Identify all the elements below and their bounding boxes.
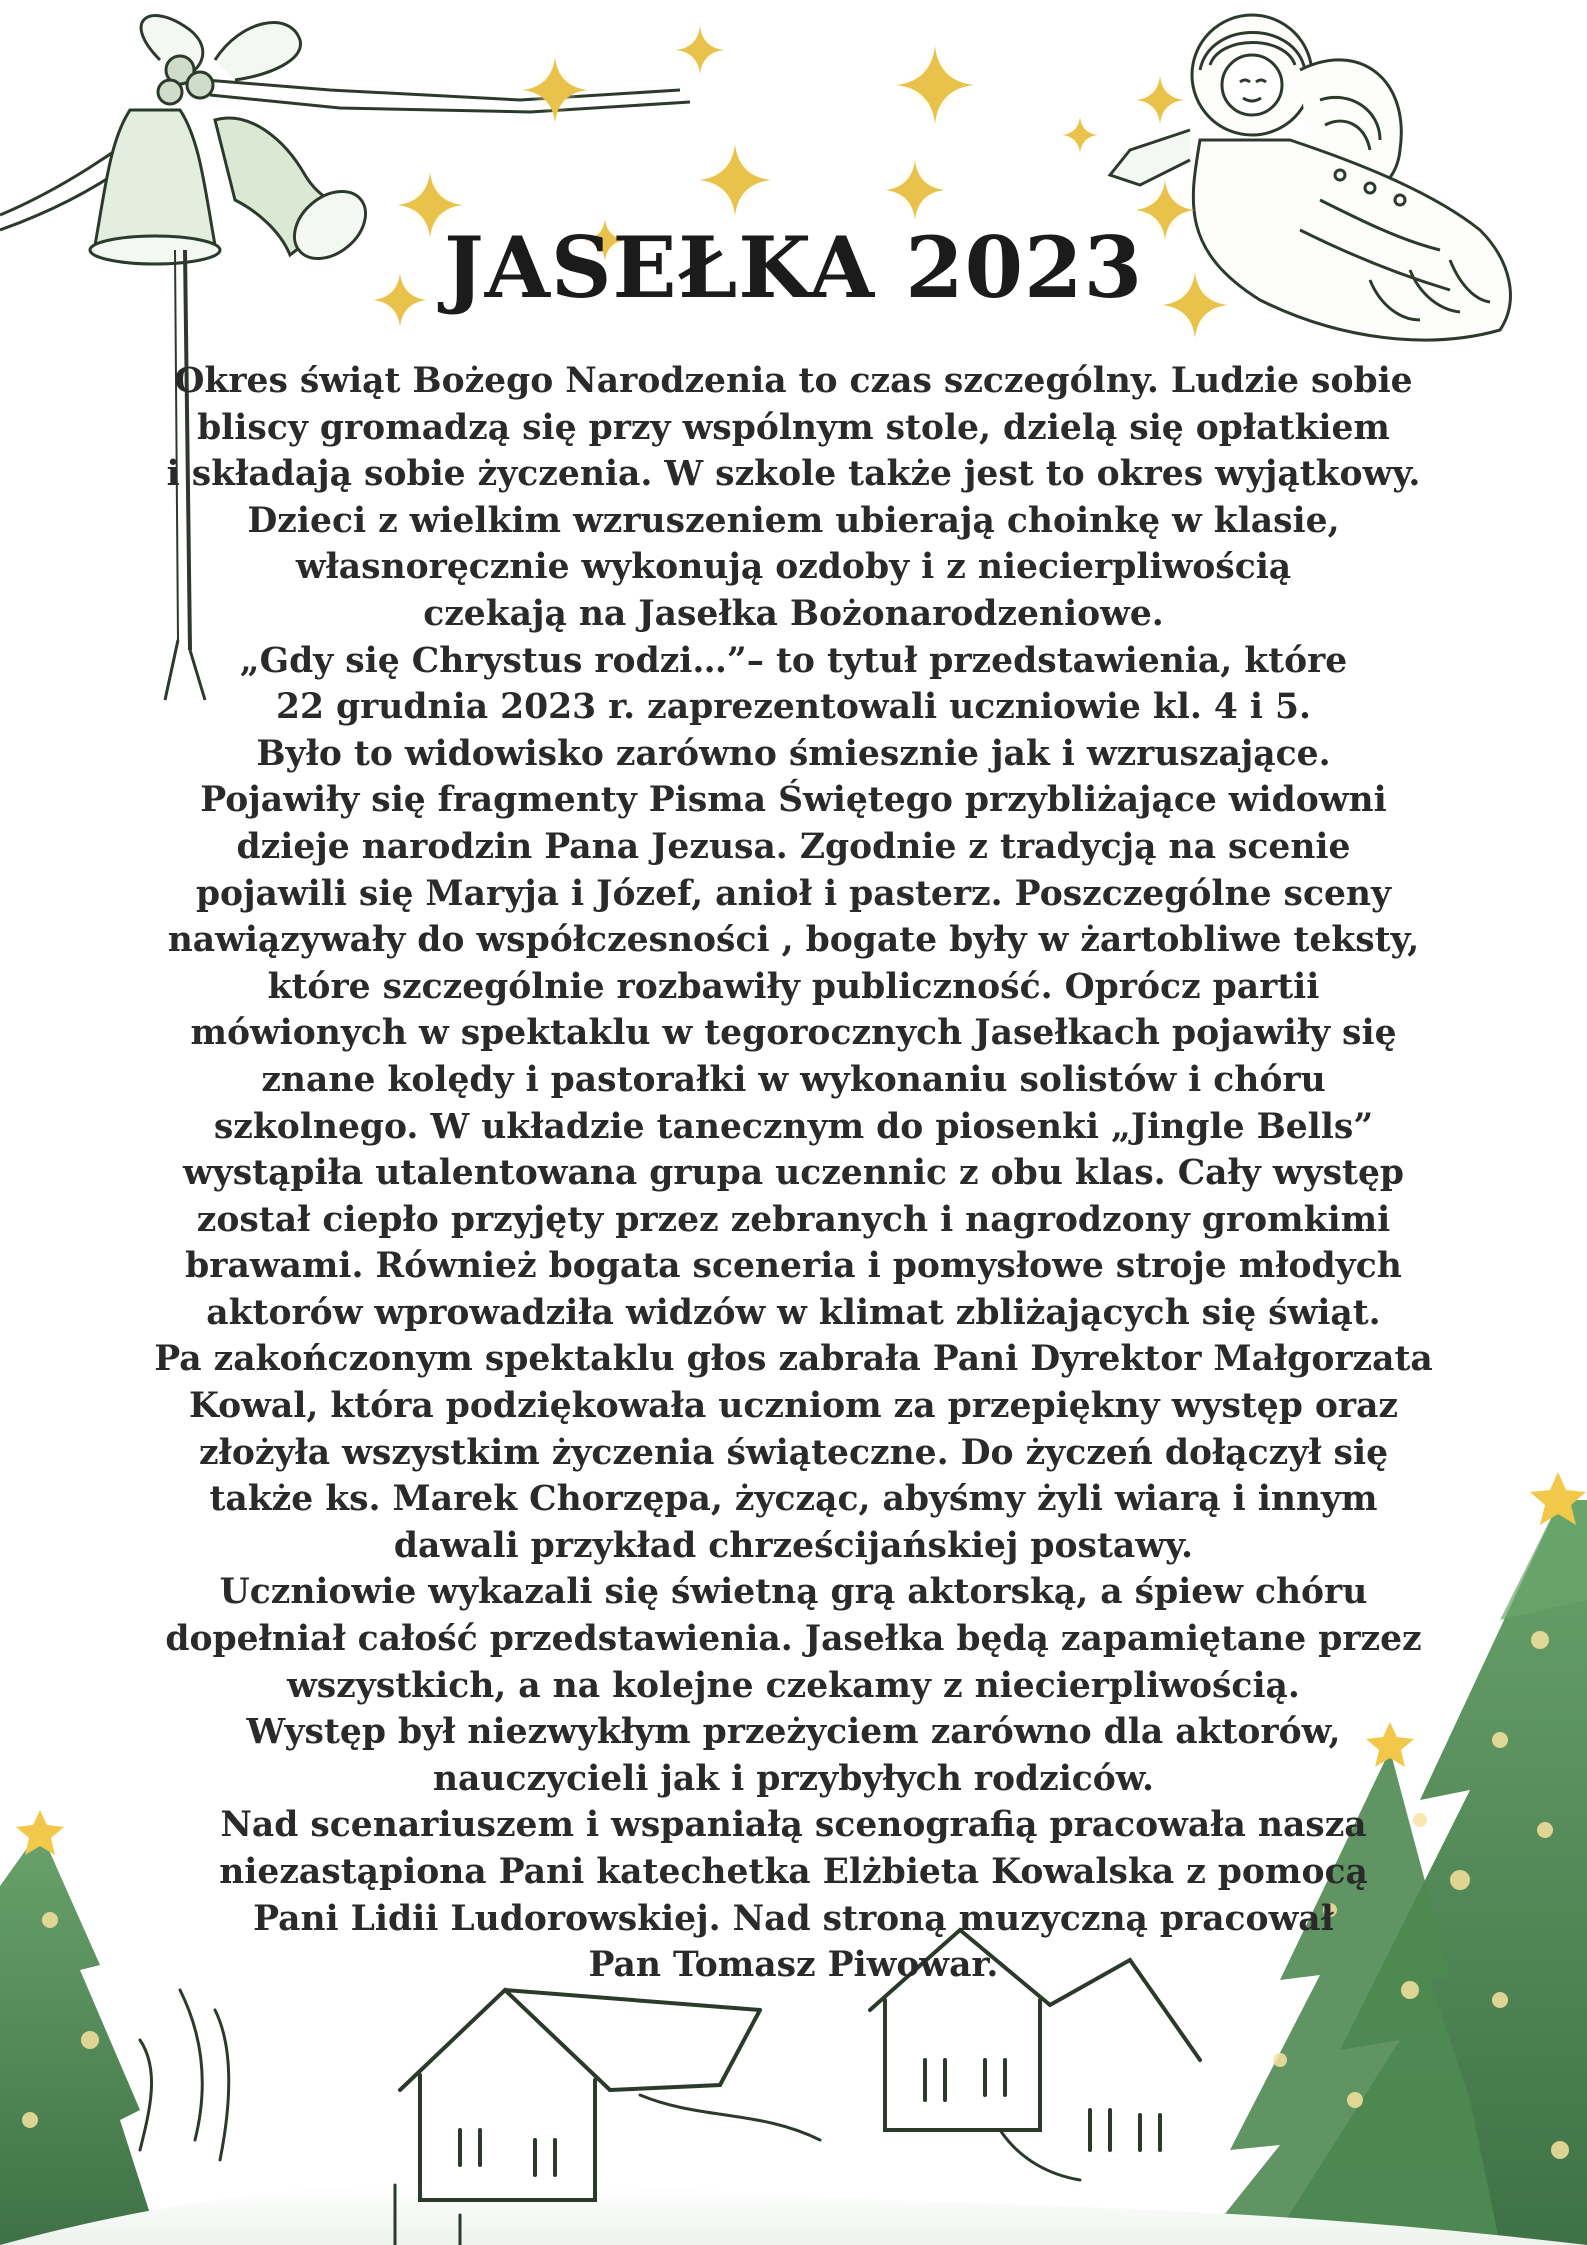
body-line: Występ był niezwykłym przeżyciem zarówno dla aktorów,	[246, 1712, 1341, 1753]
body-line: pojawili się Maryja i Józef, anioł i pasterz. Poszczególne sceny	[195, 873, 1392, 914]
page-title: JASEŁKA 2023	[443, 218, 1144, 317]
body-line: wszystkich, a na kolejne czekamy z niecierpliwością.	[287, 1665, 1300, 1706]
body-line: Okres świąt Bożego Narodzenia to czas szczególny. Ludzie sobie	[174, 361, 1413, 401]
body-line: bliscy gromadzą się przy wspólnym stole, dzielą się opłatkiem	[197, 407, 1390, 448]
body-line: szkolnego. W układzie tanecznym do piosenki „Jingle Bells”	[213, 1106, 1374, 1147]
body-line: Pa zakończonym spektaklu głos zabrała Pani Dyrektor Małgorzata	[154, 1339, 1433, 1380]
body-line: „Gdy się Chrystus rodzi…”– to tytuł przedstawienia, które	[239, 640, 1348, 681]
article-body	[60, 358, 1527, 1989]
body-line: nauczycieli jak i przybyłych rodziców.	[432, 1758, 1155, 1799]
body-line: i składają sobie życzenia. W szkole także jest to okres wyjątkowy.	[166, 454, 1421, 495]
body-line: Pan Tomasz Piwowar.	[588, 1945, 999, 1986]
body-line: 22 grudnia 2023 r. zaprezentowali uczniowie kl. 4 i 5.	[275, 687, 1312, 728]
body-line: czekają na Jasełka Bożonarodzeniowe.	[423, 593, 1164, 634]
body-line: niezastąpiona Pani katechetka Elżbieta Kowalska z pomocą	[219, 1852, 1368, 1892]
body-line: także ks. Marek Chorzępa, życząc, abyśmy żyli wiarą i innym	[209, 1479, 1378, 1520]
body-line: Było to widowisko zarówno śmiesznie jak i wzruszające.	[256, 733, 1331, 774]
body-line: mówionych w spektaklu w tegorocznych Jasełkach pojawiły się	[190, 1013, 1397, 1054]
body-line: Pojawiły się fragmenty Pisma Świętego przybliżające widowni	[200, 780, 1387, 821]
body-line: nawiązywały do współczesności , bogate były w żartobliwe teksty,	[167, 920, 1420, 961]
body-line: Kowal, która podziękowała uczniom za przepiękny występ oraz	[188, 1386, 1399, 1427]
body-line: dopełniał całość przedstawienia. Jasełka będą zapamiętane przez	[165, 1619, 1422, 1660]
body-line: brawami. Również bogata sceneria i pomysłowe stroje młodych	[185, 1246, 1402, 1287]
body-line: znane kolędy i pastorałki w wykonaniu solistów i chóru	[261, 1059, 1326, 1100]
body-line: został ciepło przyjęty przez zebranych i nagrodzony gromkimi	[196, 1199, 1391, 1240]
body-line: wystąpiła utalentowana grupa uczennic z obu klas. Cały występ	[182, 1153, 1405, 1194]
body-line: złożyła wszystkim życzenia świąteczne. Do życzeń dołączył się	[198, 1432, 1389, 1473]
body-line: własnoręcznie wykonują ozdoby i z niecierpliwością	[295, 547, 1292, 588]
body-line: Nad scenariuszem i wspaniałą scenografią pracowała nasza	[220, 1805, 1367, 1846]
body-line: Uczniowie wykazali się świetną grą aktorską, a śpiew chóru	[219, 1572, 1368, 1613]
body-line: dawali przykład chrześcijańskiej postawy.	[393, 1525, 1194, 1566]
body-line: dzieje narodzin Pana Jezusa. Zgodnie z tradycją na scenie	[236, 826, 1351, 867]
body-line: Dzieci z wielkim wzruszeniem ubierają choinkę w klasie,	[247, 500, 1340, 541]
body-line: które szczególnie rozbawiły publiczność. Oprócz partii	[267, 966, 1320, 1007]
body-line: aktorów wprowadziła widzów w klimat zbliżających się świąt.	[206, 1292, 1381, 1333]
body-line: Pani Lidii Ludorowskiej. Nad stroną muzyczną pracował	[253, 1898, 1334, 1939]
